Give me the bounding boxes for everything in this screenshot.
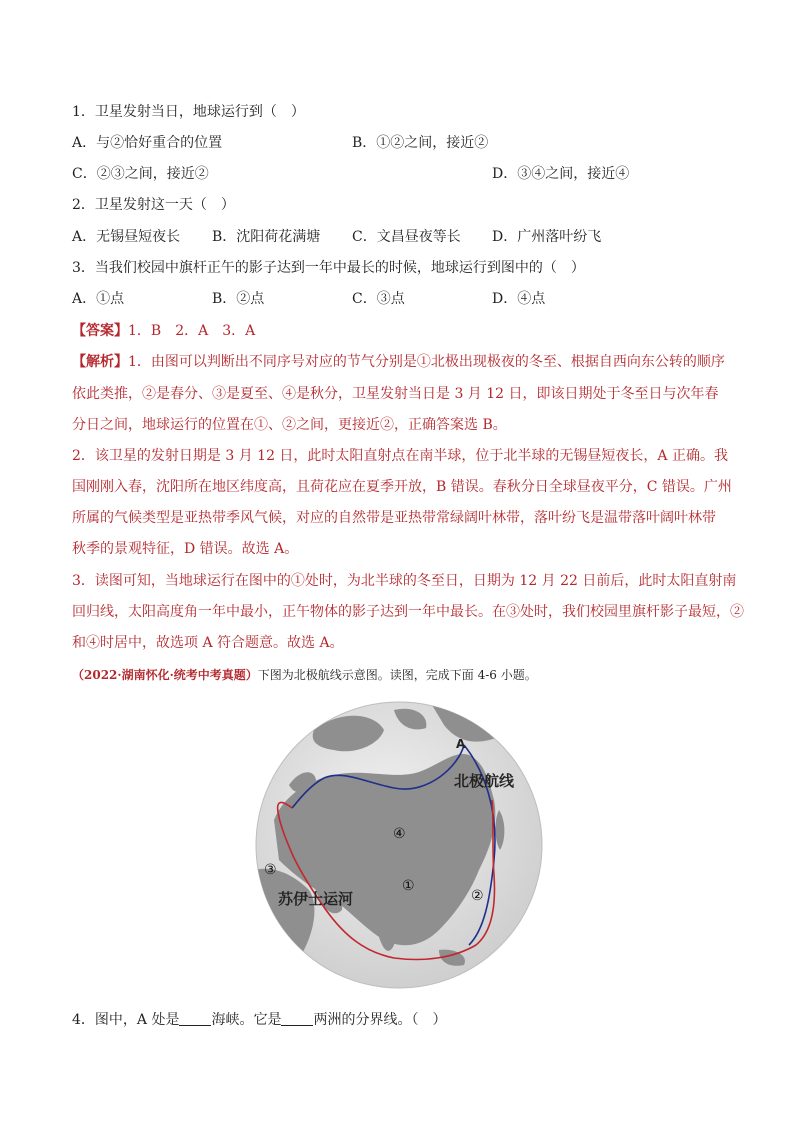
q4-stem — [72, 1010, 446, 1030]
q2-option-d: D．广州落叶纷飞 — [492, 229, 602, 245]
q1-option-a: A．与②恰好重合的位置 — [72, 135, 223, 151]
analysis-p2-l1: 2．该卫星的发射日期是 3 月 12 日，此时太阳直射点在南半球，位于北半球的无锡昼短夜长，A 正确。我 — [72, 448, 728, 464]
analysis-p1-l2: 依此类推，②是春分、③是夏至、④是秋分，卫星发射当日是 3 月 12 日，即该日期处于冬至日与次年春 — [72, 386, 719, 402]
q2-stem: 2．卫星发射这一天（ ） — [72, 197, 235, 213]
q3-option-a: A．①点 — [72, 291, 125, 307]
q3-option-d: D．④点 — [492, 291, 546, 307]
map-label-arctic-route: 北极航线 — [454, 772, 515, 790]
analysis-p3-l1: 3．读图可知，当地球运行在图中的①处时，为北半球的冬至日，日期为 12 月 22 日前后，此时太阳直射南 — [72, 573, 737, 589]
answer-line — [72, 321, 255, 341]
q3-option-c: C．③点 — [352, 291, 405, 307]
map-marker-1: ① — [402, 878, 415, 894]
q3-stem: 3．当我们校园中旗杆正午的影子达到一年中最长的时候，地球运行到图中的（ ） — [72, 260, 585, 276]
q1-option-b: B．①②之间，接近② — [352, 135, 489, 151]
q2-option-b: B．沈阳荷花满塘 — [212, 229, 321, 245]
q4-part2: 海峡。它是 — [211, 1012, 282, 1028]
answer-label: 【答案】 — [72, 323, 128, 339]
map-label-a: A — [456, 737, 466, 751]
arctic-route-map — [254, 700, 544, 990]
analysis-p1-l1: 1．由图可以判断出不同序号对应的节气分别是①北极出现极夜的冬至、根据自西向东公转的顺序 — [128, 354, 725, 370]
q1-stem: 1．卫星发射当日，地球运行到（ ） — [72, 104, 305, 120]
q1-option-c: C．②③之间，接近② — [72, 166, 209, 182]
answer-text: 1．B 2．A 3．A — [128, 323, 256, 339]
q4-blank-1[interactable] — [179, 1011, 211, 1026]
source-text: 下图为北极航线示意图。读图，完成下面 4-6 小题。 — [257, 668, 537, 682]
map-label-suez-canal: 苏伊士运河 — [278, 890, 354, 908]
q3-option-b: B．②点 — [212, 291, 265, 307]
q1-option-d: D．③④之间，接近④ — [492, 166, 630, 182]
q4-part3: 两洲的分界线。（ ） — [313, 1012, 447, 1028]
analysis-label: 【解析】 — [72, 354, 128, 370]
analysis-p2-l4: 秋季的景观特征，D 错误。故选 A。 — [72, 541, 299, 557]
q2-option-c: C．文昌昼夜等长 — [352, 229, 461, 245]
analysis-p3-l2: 回归线，太阳高度角一年中最小，正午物体的影子达到一年中最长。在③处时，我们校园里旗杆影子最短，② — [72, 604, 744, 620]
source-tag: （2022·湖南怀化·统考中考真题） — [72, 668, 258, 682]
map-marker-3: ③ — [264, 862, 277, 878]
map-marker-2: ② — [471, 888, 484, 904]
analysis-p1-l3: 分日之间，地球运行的位置在①、②之间，更接近②，正确答案选 B。 — [72, 417, 507, 433]
q4-part1: 4．图中，A 处是 — [72, 1012, 180, 1028]
analysis-p3-l3: 和④时居中，故选项 A 符合题意。故选 A。 — [72, 635, 344, 651]
analysis-p2-l3: 所属的气候类型是亚热带季风气候，对应的自然带是亚热带常绿阔叶林带，落叶纷飞是温带落叶阔叶林带 — [72, 510, 716, 526]
map-marker-4: ④ — [393, 826, 406, 842]
source-line — [72, 665, 537, 685]
q4-blank-2[interactable] — [281, 1011, 313, 1026]
analysis-p2-l2: 国刚刚入春，沈阳所在地区纬度高，且荷花应在夏季开放，B 错误。春秋分日全球昼夜平分，C 错误。广州 — [72, 479, 732, 495]
q2-option-a: A．无锡昼短夜长 — [72, 229, 181, 245]
analysis-p1-line1 — [72, 352, 725, 372]
